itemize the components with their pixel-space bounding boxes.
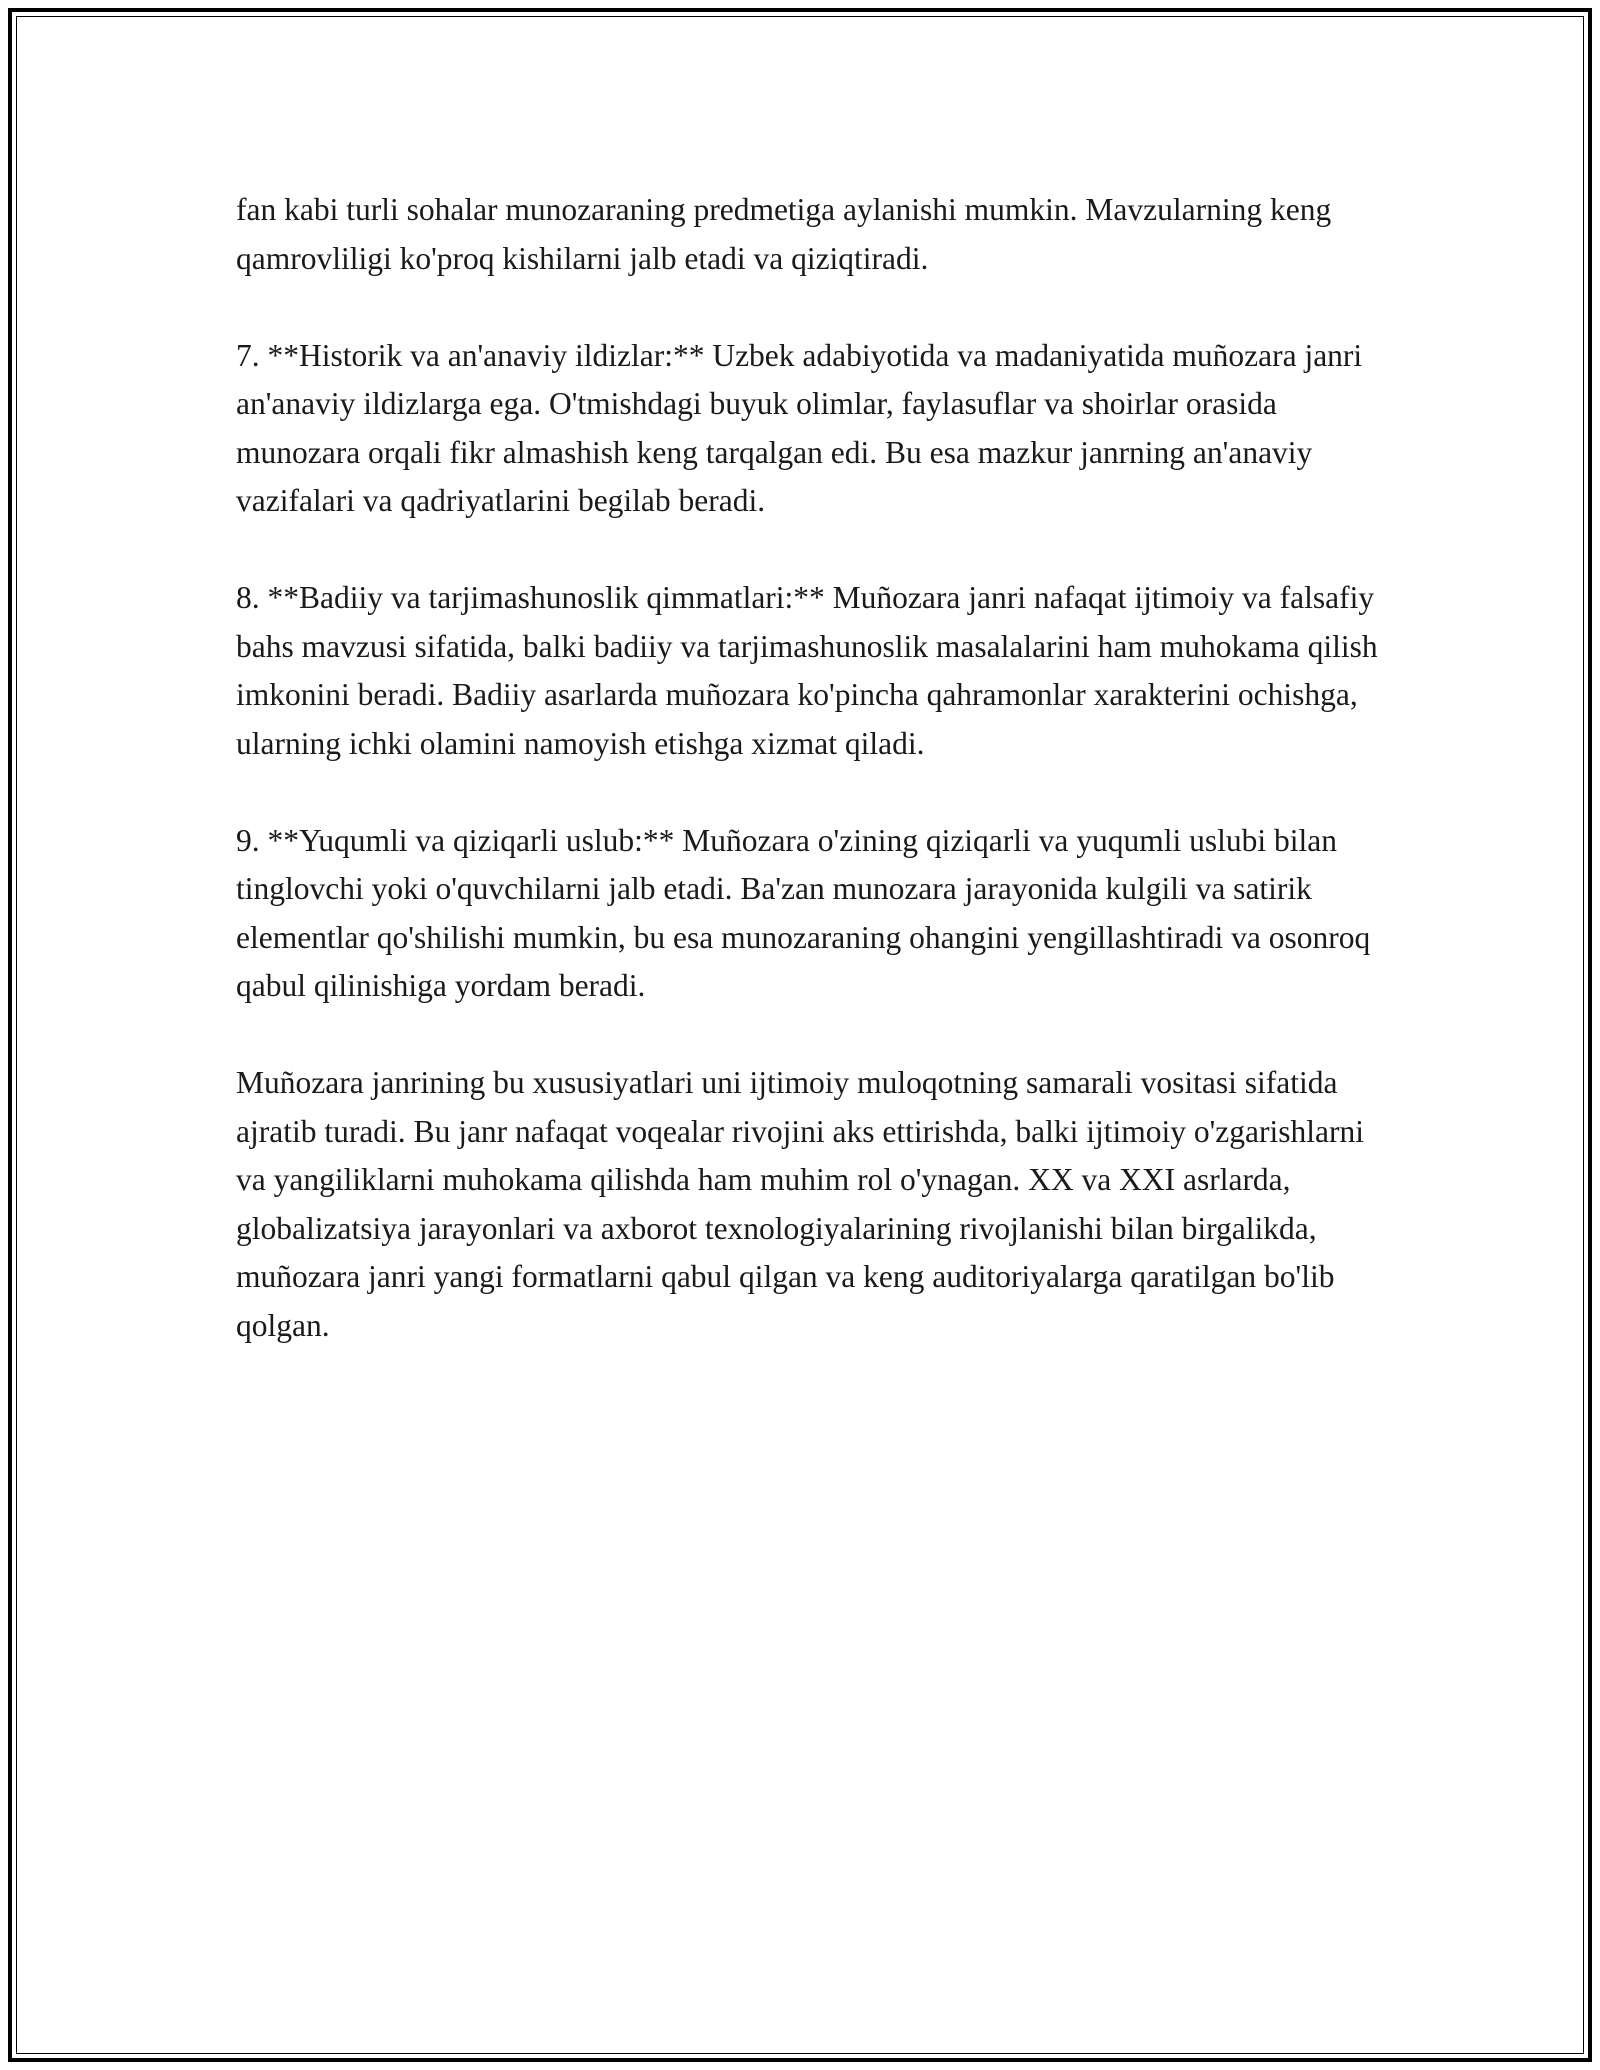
paragraph-conclusion: Muñozara janrining bu xususiyatlari uni ijtimoiy muloqotning samarali vositasi sifatida ajratib turadi. Bu janr nafaqat voqealar rivojini aks ettirishda, balki ijtimoiy o'zgarishlarni va yangiliklarni muhokama qilishda ham muhim rol o'ynagan. XX va XXI asrlarda, globalizatsiya jarayonlari va axborot texnologiyalarining rivojlanishi bilan birgalikda, muñozara janri yangi formatlarni qabul qilgan va keng auditoriyalarga qaratilgan bo'lib qolgan.: [236, 1065, 1364, 1343]
paragraph-item-9: 9. **Yuqumli va qiziqarli uslub:** Muñozara o'zining qiziqarli va yuqumli uslubi bilan tinglovchi yoki o'quvchilarni jalb etadi. Ba'zan munozara jarayonida kulgili va satirik elementlar qo'shilishi mumkin, bu esa munozaraning ohangini yengillashtiradi va osonroq qabul qilinishiga yordam beradi.: [236, 822, 1371, 1003]
paragraph-item-7: 7. **Historik va an'anaviy ildizlar:** Uzbek adabiyotida va madaniyatida muñozara janri an'anaviy ildizlarga ega. O'tmishdagi buyuk olimlar, faylasuflar va shoirlar orasida munozara orqali fikr almashish keng tarqalgan edi. Bu esa mazkur janrning an'anaviy vazifalari va qadriyatlarini begilab beradi.: [236, 337, 1363, 518]
document-body: [236, 186, 1386, 1350]
paragraph-item-8: 8. **Badiiy va tarjimashunoslik qimmatlari:** Muñozara janri nafaqat ijtimoiy va falsafiy bahs mavzusi sifatida, balki badiiy va tarjimashunoslik masalalarini ham muhokama qilish imkonini beradi. Badiiy asarlarda muñozara ko'pincha qahramonlar xarakterini ochishga, ularning ichki olamini namoyish etishga xizmat qiladi.: [236, 580, 1378, 761]
paragraph-continuation: fan kabi turli sohalar munozaraning predmetiga aylanishi mumkin. Mavzularning keng qamrovliligi ko'proq kishilarni jalb etadi va qiziqtiradi.: [236, 192, 1332, 276]
